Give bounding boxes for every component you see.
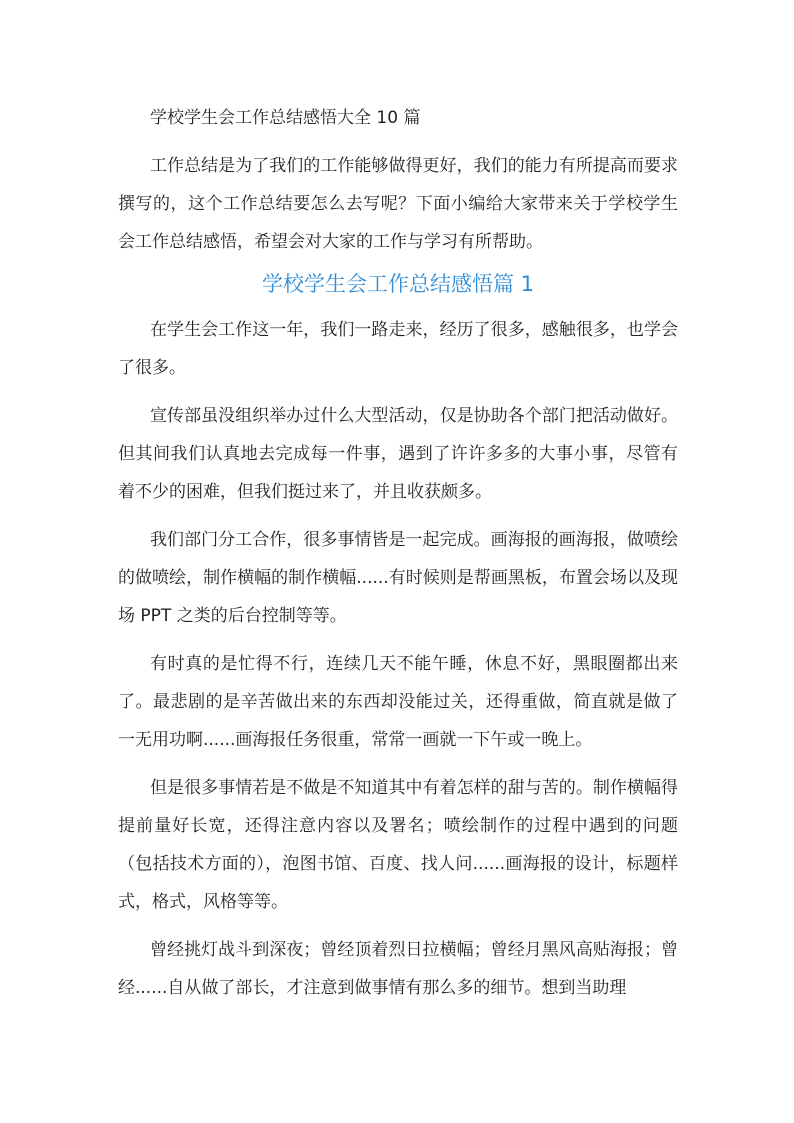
document-title: 学校学生会工作总结感悟大全 10 篇 [150,108,421,128]
section-heading: 学校学生会工作总结感悟篇 1 [261,272,535,296]
body-paragraph: 在学生会工作这一年，我们一路走来，经历了很多，感触很多，也学会了很多。 [118,320,678,378]
body-paragraph: 曾经挑灯战斗到深夜；曾经顶着烈日拉横幅；曾经月黑风高贴海报；曾经......自从做了部长，才注意到做事情有那么多的细节。想到当助理 [118,940,678,998]
body-paragraph: 我们部门分工合作，很多事情皆是一起完成。画海报的画海报，做喷绘的做喷绘，制作横幅的制作横幅......有时候则是帮画黑板，布置会场以及现场 PPT 之类的后台控制等等。 [118,530,678,626]
body-paragraph: 有时真的是忙得不行，连续几天不能午睡，休息不好，黑眼圈都出来了。最悲剧的是辛苦做出来的东西却没能过关，还得重做，简直就是做了一无用功啊......画海报任务很重，常常一画就一下午或一晚上。 [118,654,678,750]
intro-paragraph: 工作总结是为了我们的工作能够做得更好，我们的能力有所提高而要求撰写的，这个工作总结要怎么去写呢？下面小编给大家带来关于学校学生会工作总结感悟，希望会对大家的工作与学习有所帮助。 [118,156,678,252]
body-paragraph: 但是很多事情若是不做是不知道其中有着怎样的甜与苦的。制作横幅得提前量好长宽，还得注意内容以及署名；喷绘制作的过程中遇到的问题（包括技术方面的），泡图书馆、百度、找人问......画海报的设计，标题样式，格式，风格等等。 [118,778,678,912]
body-paragraph: 宣传部虽没组织举办过什么大型活动，仅是协助各个部门把活动做好。但其间我们认真地去完成每一件事，遇到了许许多多的大事小事，尽管有着不少的困难，但我们挺过来了，并且收获颇多。 [118,406,678,502]
